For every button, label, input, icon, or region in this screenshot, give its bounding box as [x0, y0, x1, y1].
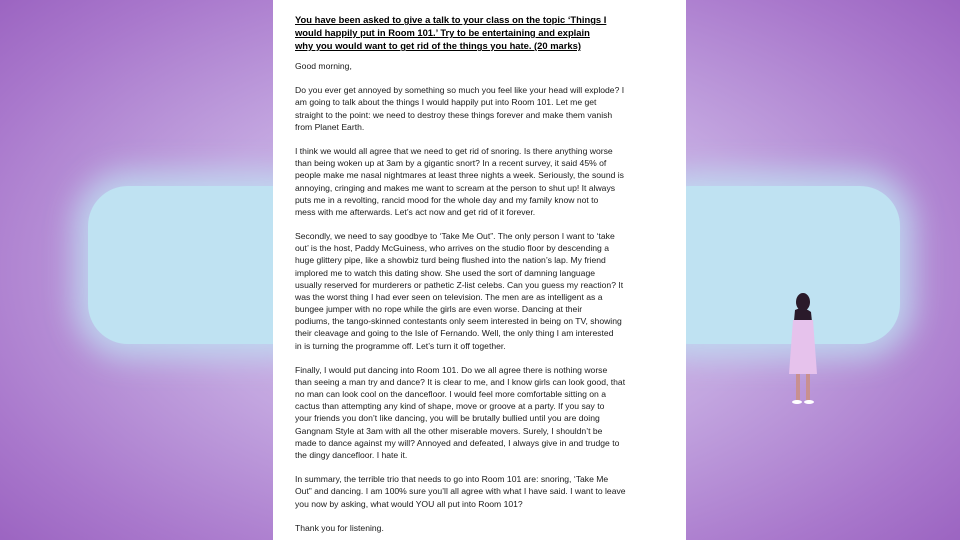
paragraph-line: Thank you for listening. — [295, 522, 384, 533]
paragraph-line: the dingy dancefloor. I hate it. — [295, 449, 408, 460]
paragraph — [295, 473, 680, 509]
question-title — [295, 13, 680, 52]
paragraph-line: bungee jumper with no rope while the girls are even worse. Dancing at their — [295, 304, 583, 315]
paragraph-line: was the worst thing I had ever seen on television. The men are as intelligent as a — [295, 291, 603, 302]
paragraph-line: huge glittery pipe, like a showbiz turd being flushed into the nation’s lap. My friend — [295, 255, 606, 266]
paragraph-line: In summary, the terrible trio that needs to go into Room 101 are: snoring, ‘Take Me — [295, 474, 609, 485]
paragraph-line: Gangnam Style at 3am with all the other miserable movers. Surely, I shouldn’t be — [295, 425, 603, 436]
paragraph-line: than being woken up at 3am by a gigantic snort? In a recent survey, it said 45% of — [295, 158, 607, 169]
paragraph — [295, 230, 680, 352]
paragraph-line: you now by asking, what would YOU all put into Room 101? — [295, 498, 523, 509]
paragraph-line: in is turning the programme off. Let’s turn it off together. — [295, 340, 506, 351]
paragraph-line: podiums, the tango-skinned contestants only seem interested in being on TV, showing — [295, 316, 622, 327]
paragraph-line: Finally, I would put dancing into Room 101. Do we all agree there is nothing worse — [295, 364, 608, 375]
paragraph-line: than seeing a man try and dance? It is clear to me, and I know girls can look good, that — [295, 377, 626, 387]
paragraph — [295, 145, 680, 218]
paragraph-line: people make me nasal nightmares at least three nights a week. Seriously, the sound is — [295, 170, 624, 181]
paragraph-line: out’ is the host, Paddy McGuiness, who arrives on the studio floor by descending a — [295, 243, 610, 254]
paragraph-line: made to dance against my will? Annoyed and defeated, I always give in and trudge to — [295, 437, 620, 448]
paragraph-line: mess with me afterwards. Let’s act now and get rid of it forever. — [295, 206, 536, 217]
background-light-panel-right — [650, 186, 900, 344]
document-content — [295, 13, 680, 534]
paragraph-line: annoying, cringing and makes me want to scream at the person to shut up! It always — [295, 182, 616, 193]
paragraph-line: Secondly, we need to say goodbye to ‘Take Me Out”. The only person I want to ‘take — [295, 231, 615, 242]
title-line: You have been asked to give a talk to your class on the topic ‘Things I — [295, 14, 607, 25]
paragraph — [295, 522, 680, 534]
girl-silhouette-image — [783, 292, 823, 407]
paragraph-line: straight to the point: we need to destroy these things forever and make them vanish — [295, 109, 613, 120]
paragraph — [295, 364, 680, 461]
paragraph-line: no man can look cool on the dancefloor. I would feel more comfortable sitting on a — [295, 389, 606, 400]
paragraph-line: Do you ever get annoyed by something so much you feel like your head will explode? I — [295, 85, 625, 96]
paragraph-line: am going to talk about the things I would happily put into Room 101. Let me get — [295, 97, 597, 108]
paragraph — [295, 60, 680, 72]
paragraph-line: from Planet Earth. — [295, 121, 365, 132]
title-line: why you would want to get rid of the things you hate. (20 marks) — [295, 40, 581, 51]
paragraph-line: Out” and dancing. I am 100% sure you’ll all agree with what I have said. I want to leave — [295, 486, 626, 497]
paragraph-line: usually reserved for murderers or pathetic Z-list celebs. Can you guess my reaction? It — [295, 279, 624, 290]
paragraph-line: implored me to watch this dating show. She used the sort of damning language — [295, 267, 596, 278]
paragraph-line: their cleavage and going to the Isle of Fernando. Well, the only thing I am interested — [295, 328, 614, 339]
title-line: would happily put in Room 101.’ Try to be entertaining and explain — [295, 27, 590, 38]
paragraph-line: cactus than attempting any kind of shape, move or groove at a party. If you say to — [295, 401, 605, 412]
paragraph-line: your friends you don’t like dancing, you will be brutally bullied until you are doing — [295, 413, 600, 424]
document-page — [273, 0, 686, 540]
paragraph-line: Good morning, — [295, 61, 352, 71]
paragraph-line: puts me in a revolting, rancid mood for the whole day and my family know not to — [295, 194, 599, 205]
paragraph — [295, 84, 680, 133]
paragraph-line: I think we would all agree that we need to get rid of snoring. Is there anything worse — [295, 146, 613, 157]
